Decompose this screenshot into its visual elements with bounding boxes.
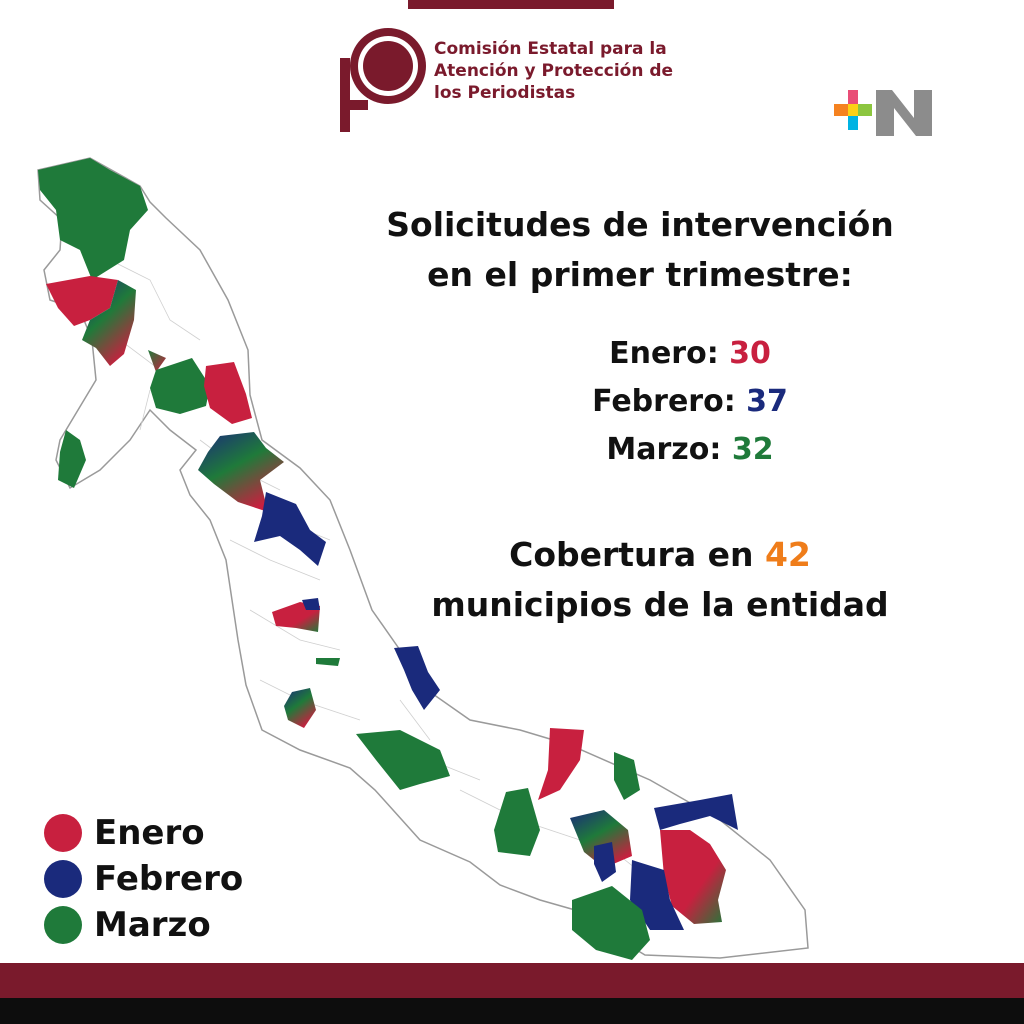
map-legend	[44, 810, 304, 948]
footer-maroon-band	[0, 963, 1024, 998]
organization-name-line-3: los Periodistas	[434, 83, 576, 103]
month-label-marzo: Marzo:	[606, 432, 722, 467]
coverage-number: 42	[764, 535, 811, 574]
month-label-enero: Enero:	[609, 336, 719, 371]
coverage-statement	[380, 530, 940, 630]
headline	[360, 200, 920, 300]
organization-name	[434, 38, 714, 104]
legend-label-enero: Enero	[94, 813, 205, 853]
organization-name-line-1: Comisión Estatal para la	[434, 39, 667, 59]
headline-line-2: en el primer trimestre:	[427, 255, 853, 294]
monthly-counts	[470, 330, 910, 474]
month-row-marzo	[470, 426, 910, 474]
month-label-febrero: Febrero:	[592, 384, 736, 419]
organization-name-line-2: Atención y Protección de	[434, 61, 674, 81]
legend-swatch-marzo	[44, 906, 82, 944]
top-accent-bar	[408, 0, 614, 9]
coverage-prefix: Cobertura en	[509, 535, 754, 574]
month-row-enero	[470, 330, 910, 378]
month-value-marzo: 32	[731, 432, 774, 467]
legend-item-marzo	[44, 902, 304, 948]
month-row-febrero	[470, 378, 910, 426]
legend-item-enero	[44, 810, 304, 856]
month-value-enero: 30	[729, 336, 771, 371]
legend-label-marzo: Marzo	[94, 905, 211, 945]
coverage-line-1	[380, 530, 940, 580]
plus-n-logo-icon	[832, 88, 942, 142]
legend-swatch-febrero	[44, 860, 82, 898]
coverage-line-2: municipios de la entidad	[431, 585, 889, 624]
month-value-febrero: 37	[746, 384, 788, 419]
legend-item-febrero	[44, 856, 304, 902]
footer-black-band	[0, 998, 1024, 1024]
legend-label-febrero: Febrero	[94, 859, 244, 899]
legend-swatch-enero	[44, 814, 82, 852]
headline-line-1: Solicitudes de intervención	[386, 205, 894, 244]
cepdap-logo-icon	[340, 28, 436, 132]
